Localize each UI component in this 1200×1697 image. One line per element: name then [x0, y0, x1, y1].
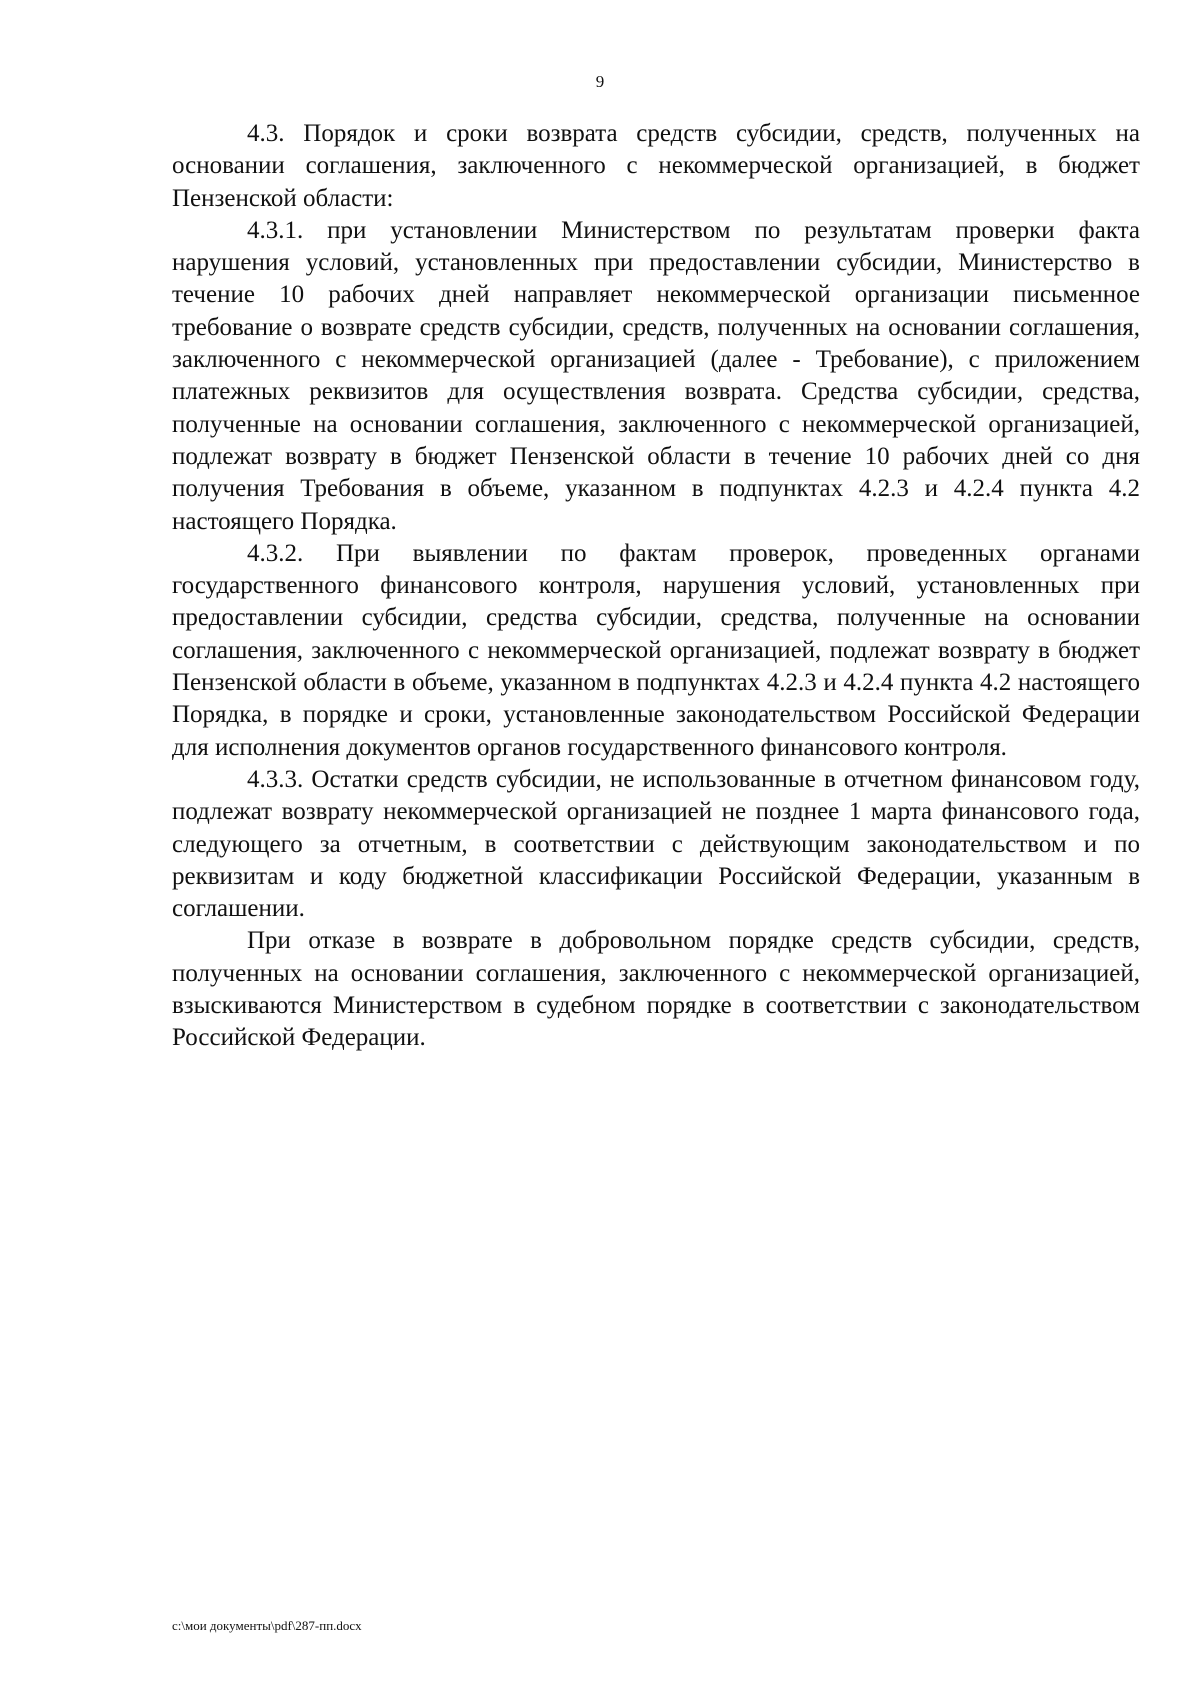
paragraph-4-3: 4.3. Порядок и сроки возврата средств субсидии, средств, полученных на основании соглашения, заключенного с некоммерческой организацией, в бюджет Пензенской области:: [172, 120, 1140, 212]
paragraph-refusal: При отказе в возврате в добровольном порядке средств субсидии, средств, полученных на основании соглашения, заключенного с некоммерческой организацией, взыскиваются Министерством в судебном порядке в соответствии с законодательством Российской Федерации.: [172, 927, 1140, 1052]
paragraph-4-3-1: 4.3.1. при установлении Министерством по результатам проверки факта нарушения условий, установленных при предоставлении субсидии, Министерство в течение 10 рабочих дней направляет некоммерческой организации письменное требование о возврате средств субсидии, средств, полученных на основании соглашения, заключенного с некоммерческой организацией (далее - Требование), с приложением платежных реквизитов для осуществления возврата. Средства субсидии, средства, полученные на основании соглашения, заключенного с некоммерческой организацией, подлежат возврату в бюджет Пензенской области в течение 10 рабочих дней со дня получения Требования в объеме, указанном в подпунктах 4.2.3 и 4.2.4 пункта 4.2 настоящего Порядка.: [172, 216, 1140, 535]
footer-file-path: c:\мои документы\pdf\287-пп.docx: [172, 1618, 362, 1633]
document-body: [172, 118, 1140, 1055]
paragraph-4-3-2: 4.3.2. При выявлении по фактам проверок, проведенных органами государственного финансового контроля, нарушения условий, установленных при предоставлении субсидии, средства субсидии, средства, полученные на основании соглашения, заключенного с некоммерческой организацией, подлежат возврату в бюджет Пензенской области в объеме, указанном в подпунктах 4.2.3 и 4.2.4 пункта 4.2 настоящего Порядка, в порядке и сроки, установленные законодательством Российской Федерации для исполнения документов органов государственного финансового контроля.: [172, 539, 1140, 761]
paragraph-4-3-3: 4.3.3. Остатки средств субсидии, не использованные в отчетном финансовом году, подлежат возврату некоммерческой организацией не позднее 1 марта финансового года, следующего за отчетным, в соответствии с действующим законодательством и по реквизитам и коду бюджетной классификации Российской Федерации, указанным в соглашении.: [172, 765, 1140, 923]
page-number: 9: [595, 72, 605, 91]
